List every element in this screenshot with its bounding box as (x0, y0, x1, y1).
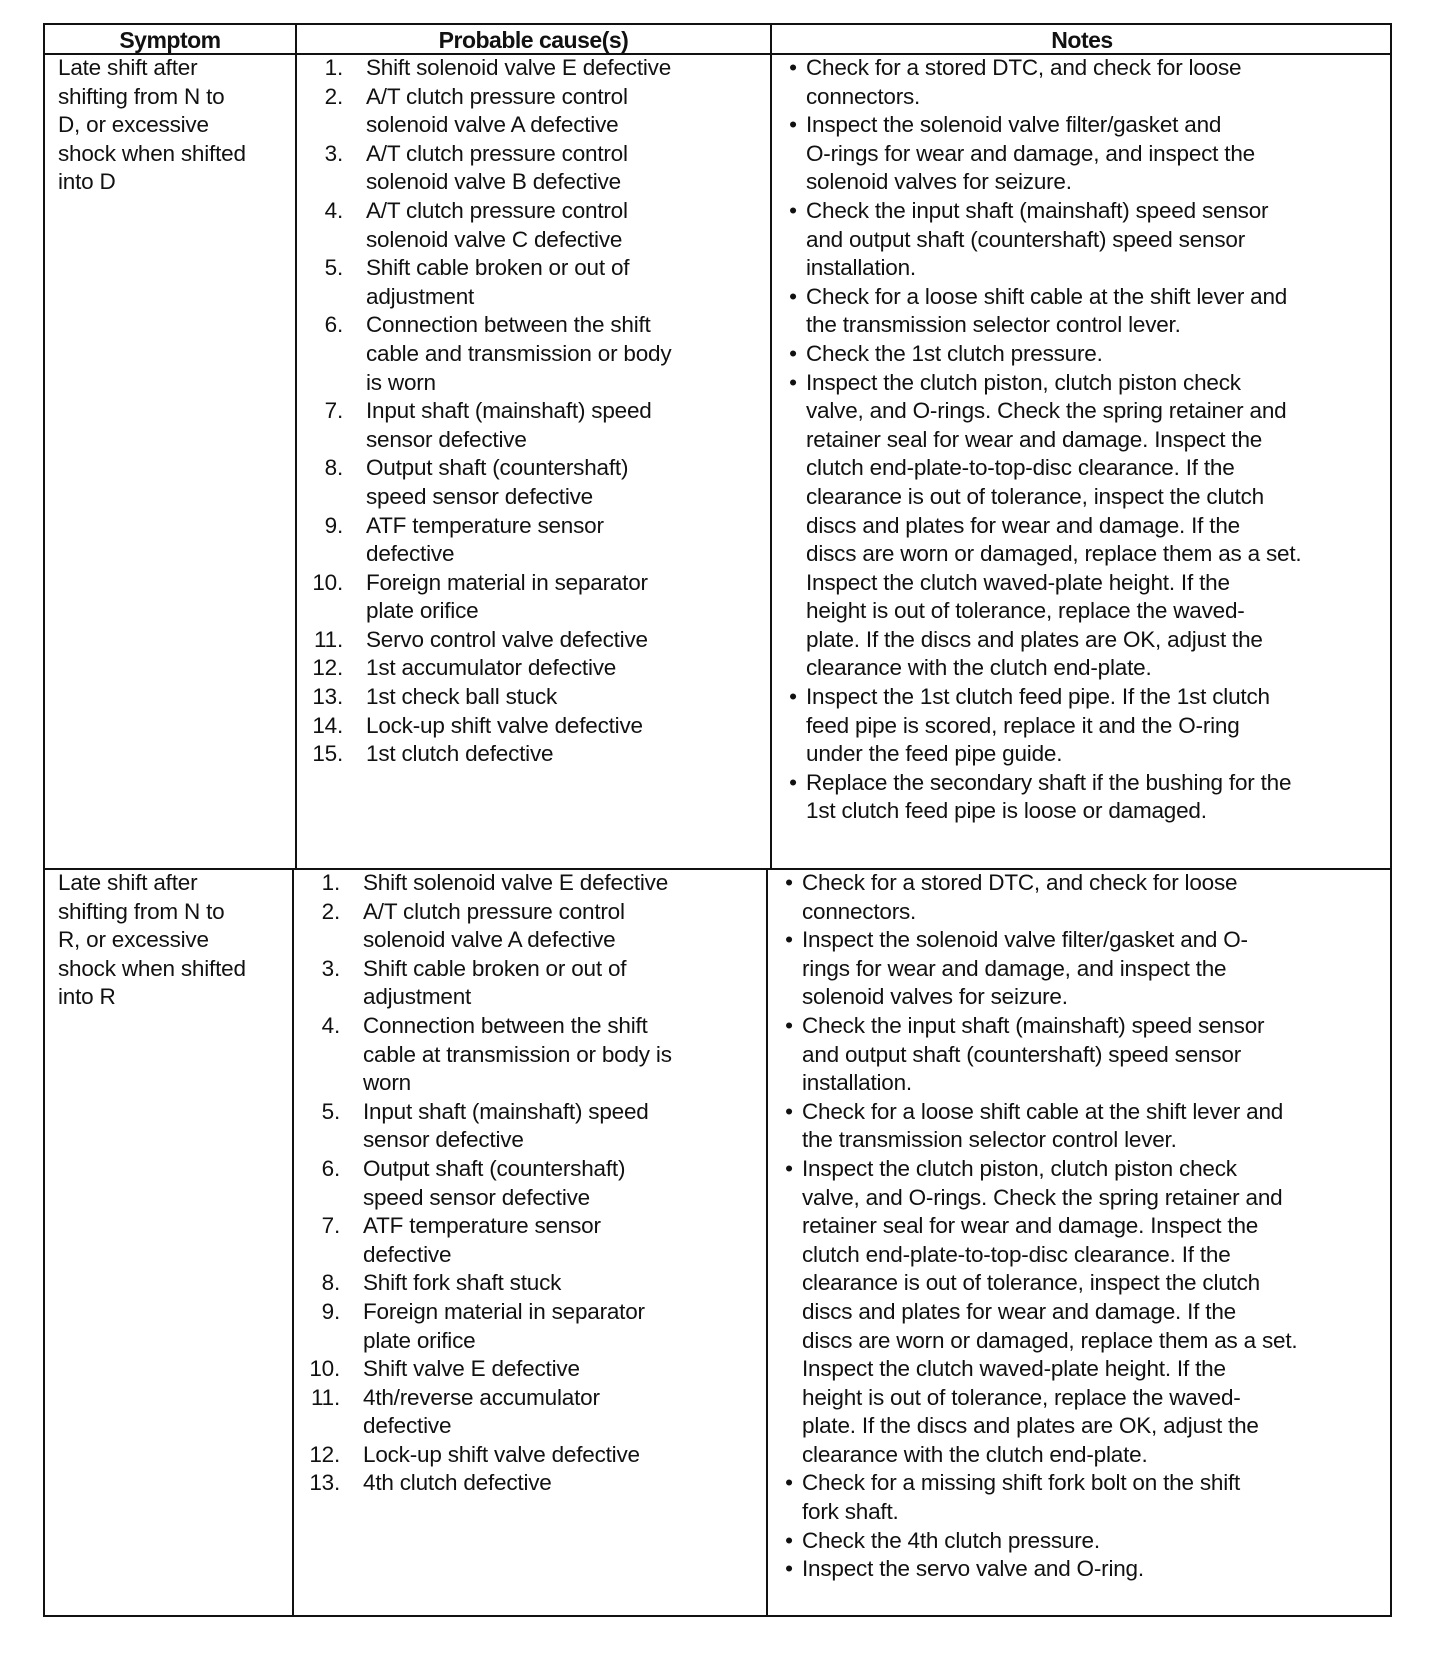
cause-text-line: Foreign material in separator (366, 569, 648, 595)
note-list-item (786, 769, 1396, 826)
column-divider-2-row2 (766, 868, 768, 1615)
bullet-icon: • (785, 1012, 793, 1038)
note-text-line: clearance is out of tolerance, inspect the clutch (806, 483, 1264, 509)
note-text-line: solenoid valves for seizure. (806, 169, 1072, 195)
cause-text-line: ATF temperature sensor (363, 1213, 601, 1239)
note-text-line: Inspect the 1st clutch feed pipe. If the 1st clutch (806, 684, 1270, 710)
cause-list-item (303, 740, 768, 769)
cause-text (363, 1212, 764, 1269)
cause-number: 8. (321, 1270, 340, 1296)
note-text (806, 283, 1396, 340)
note-list-item (786, 283, 1396, 340)
cause-text (366, 397, 768, 454)
cause-number: 9. (324, 512, 343, 538)
column-divider-2 (770, 25, 772, 868)
cause-list-item (303, 569, 768, 626)
row-1-notes (786, 54, 1396, 826)
cause-text-line: defective (366, 541, 455, 567)
note-text-line: Inspect the clutch piston, clutch piston check (806, 369, 1241, 395)
cause-text (363, 1441, 764, 1470)
note-text-line: installation. (806, 255, 916, 281)
cause-text-line: 1st accumulator defective (366, 655, 617, 681)
note-text-line: height is out of tolerance, replace the waved- (806, 598, 1245, 624)
cause-list-item (300, 1355, 764, 1384)
note-text (806, 340, 1396, 369)
symptom-text-line: Late shift after (58, 55, 198, 80)
bullet-icon: • (785, 1155, 793, 1181)
cause-number: 14. (312, 712, 343, 738)
cause-text-line: defective (363, 1413, 452, 1439)
note-text-line: under the feed pipe guide. (806, 741, 1063, 767)
note-text (806, 369, 1396, 684)
note-text-line: discs and plates for wear and damage. If the (806, 512, 1240, 538)
note-text-line: and output shaft (countershaft) speed sensor (806, 226, 1245, 252)
note-text-line: clearance is out of tolerance, inspect the clutch (802, 1270, 1260, 1296)
note-text-line: Check for a loose shift cable at the shift lever and (802, 1098, 1284, 1124)
cause-text (366, 740, 768, 769)
cause-text (366, 83, 768, 140)
note-text-line: Check the 4th clutch pressure. (802, 1527, 1100, 1553)
cause-text-line: A/T clutch pressure control (366, 83, 628, 109)
note-text-line: installation. (802, 1070, 912, 1096)
symptom-text-line: into D (58, 169, 116, 195)
cause-text-line: Shift solenoid valve E defective (366, 55, 672, 80)
note-text-line: height is out of tolerance, replace the waved- (802, 1384, 1241, 1410)
note-text-line: Check for a stored DTC, and check for loose (802, 870, 1238, 895)
note-text-line: 1st clutch feed pipe is loose or damaged. (806, 798, 1207, 824)
bullet-icon: • (785, 1527, 793, 1553)
note-list-item (782, 1012, 1392, 1098)
cause-text-line: Output shaft (countershaft) (366, 455, 629, 481)
cause-number: 3. (321, 955, 340, 981)
note-text (806, 683, 1396, 769)
cause-text (363, 1298, 764, 1355)
bullet-icon: • (789, 769, 797, 795)
note-text-line: feed pipe is scored, replace it and the O-ring (806, 712, 1240, 738)
cause-list-item (300, 1298, 764, 1355)
note-text (802, 869, 1392, 926)
note-text-line: retainer seal for wear and damage. Inspect the (806, 426, 1263, 452)
cause-text (366, 254, 768, 311)
note-text-line: clutch end-plate-to-top-disc clearance. If the (806, 455, 1235, 481)
cause-list-item (300, 1012, 764, 1098)
note-text (802, 1098, 1392, 1155)
cause-list-item (300, 898, 764, 955)
note-list-item (782, 1555, 1392, 1584)
cause-number: 7. (321, 1213, 340, 1239)
symptom-text-line: shock when shifted (58, 140, 246, 166)
cause-text-line: Shift cable broken or out of (363, 955, 627, 981)
note-text-line: Inspect the clutch waved-plate height. If the (802, 1356, 1226, 1382)
cause-text (366, 683, 768, 712)
cause-text (366, 626, 768, 655)
cause-text-line: cable and transmission or body (366, 340, 672, 366)
note-text-line: valve, and O-rings. Check the spring retainer and (802, 1184, 1283, 1210)
cause-number: 4. (321, 1012, 340, 1038)
cause-number: 5. (324, 255, 343, 281)
cause-text-line: Connection between the shift (363, 1012, 648, 1038)
cause-list-item (300, 1441, 764, 1470)
cause-number: 12. (309, 1441, 340, 1467)
note-text-line: Check the input shaft (mainshaft) speed sensor (802, 1012, 1265, 1038)
note-text (806, 197, 1396, 283)
cause-number: 1. (321, 870, 340, 895)
note-text-line: solenoid valves for seizure. (802, 984, 1068, 1010)
cause-text-line: Connection between the shift (366, 312, 651, 338)
cause-text (366, 311, 768, 397)
cause-text-line: Lock-up shift valve defective (366, 712, 643, 738)
bullet-icon: • (789, 283, 797, 309)
note-text-line: clearance with the clutch end-plate. (806, 655, 1152, 681)
cause-text (366, 140, 768, 197)
bullet-icon: • (789, 112, 797, 138)
note-list-item (782, 1155, 1392, 1470)
troubleshooting-table (43, 23, 1392, 1617)
cause-list-item (303, 512, 768, 569)
note-list-item (782, 1469, 1392, 1526)
cause-number: 6. (321, 1155, 340, 1181)
note-text-line: connectors. (806, 83, 921, 109)
cause-number: 13. (309, 1470, 340, 1496)
cause-number: 10. (312, 569, 343, 595)
column-divider-1-row2 (292, 868, 294, 1615)
cause-number: 10. (309, 1356, 340, 1382)
bullet-icon: • (789, 684, 797, 710)
header-symptom: Symptom (119, 27, 221, 53)
cause-number: 1. (324, 55, 343, 80)
cause-text-line: cable at transmission or body is (363, 1041, 672, 1067)
cause-text-line: A/T clutch pressure control (363, 898, 625, 924)
note-list-item (786, 197, 1396, 283)
note-text-line: discs and plates for wear and damage. If the (802, 1298, 1236, 1324)
cause-number: 11. (310, 1384, 340, 1410)
cause-number: 3. (324, 140, 343, 166)
cause-text (363, 898, 764, 955)
note-text-line: discs are worn or damaged, replace them as a set. (806, 541, 1302, 567)
cause-text-line: is worn (366, 369, 436, 395)
cause-text-line: solenoid valve A defective (366, 112, 619, 138)
note-text-line: discs are worn or damaged, replace them as a set. (802, 1327, 1298, 1353)
cause-text-line: Foreign material in separator (363, 1298, 645, 1324)
note-list-item (782, 869, 1392, 926)
cause-text (363, 1355, 764, 1384)
note-list-item (782, 926, 1392, 1012)
note-list-item (782, 1527, 1392, 1556)
row-2-notes (782, 869, 1392, 1584)
bullet-icon: • (789, 197, 797, 223)
row-2-causes (300, 869, 764, 1498)
note-text (806, 111, 1396, 197)
cause-number: 12. (312, 655, 343, 681)
header-notes: Notes (1051, 27, 1113, 53)
cause-text-line: sensor defective (363, 1127, 524, 1153)
cause-text-line: 1st check ball stuck (366, 684, 558, 710)
cause-list-item (300, 1098, 764, 1155)
cause-text-line: solenoid valve C defective (366, 226, 623, 252)
note-text (802, 1155, 1392, 1470)
cause-text (363, 1098, 764, 1155)
cause-number: 15. (312, 741, 343, 767)
cause-number: 9. (321, 1298, 340, 1324)
cause-text-line: Input shaft (mainshaft) speed (366, 398, 652, 424)
note-text-line: Inspect the solenoid valve filter/gasket and (806, 112, 1222, 138)
symptom-text-line: shifting from N to (58, 898, 225, 924)
note-text-line: valve, and O-rings. Check the spring retainer and (806, 398, 1287, 424)
cause-text (366, 512, 768, 569)
cause-text (363, 1012, 764, 1098)
cause-text (363, 955, 764, 1012)
symptom-text-line: into R (58, 984, 116, 1010)
bullet-icon: • (789, 369, 797, 395)
note-text-line: Inspect the solenoid valve filter/gasket and O- (802, 927, 1248, 953)
cause-text-line: Shift valve E defective (363, 1356, 580, 1382)
cause-text-line: Shift fork shaft stuck (363, 1270, 562, 1296)
cause-text-line: solenoid valve A defective (363, 927, 616, 953)
cause-text (366, 197, 768, 254)
note-text-line: fork shaft. (802, 1499, 899, 1525)
cause-list-item (303, 197, 768, 254)
cause-list-item (300, 1212, 764, 1269)
symptom-text-line: R, or excessive (58, 927, 209, 953)
note-text-line: connectors. (802, 898, 917, 924)
note-text-line: Replace the secondary shaft if the bushing for the (806, 769, 1292, 795)
cause-list-item (303, 254, 768, 311)
cause-list-item (303, 54, 768, 83)
cause-text-line: 4th/reverse accumulator (363, 1384, 600, 1410)
note-text (802, 1527, 1392, 1556)
cause-list-item (303, 654, 768, 683)
note-text-line: Check the input shaft (mainshaft) speed sensor (806, 197, 1269, 223)
cause-number: 11. (313, 626, 343, 652)
bullet-icon: • (785, 1556, 793, 1582)
note-text (802, 1012, 1392, 1098)
note-text-line: clearance with the clutch end-plate. (802, 1441, 1148, 1467)
note-text-line: clutch end-plate-to-top-disc clearance. If the (802, 1241, 1231, 1267)
note-text-line: O-rings for wear and damage, and inspect the (806, 140, 1255, 166)
note-list-item (786, 683, 1396, 769)
cause-text-line: Shift solenoid valve E defective (363, 870, 669, 895)
cause-text (363, 869, 764, 898)
cause-text-line: sensor defective (366, 426, 527, 452)
cause-text-line: adjustment (363, 984, 472, 1010)
cause-text (363, 1384, 764, 1441)
note-text-line: retainer seal for wear and damage. Inspect the (802, 1213, 1259, 1239)
cause-text-line: defective (363, 1241, 452, 1267)
cause-number: 2. (321, 898, 340, 924)
column-divider-1 (295, 25, 297, 868)
cause-list-item (303, 397, 768, 454)
cause-text-line: Shift cable broken or out of (366, 255, 630, 281)
cause-list-item (303, 83, 768, 140)
cause-text-line: Servo control valve defective (366, 626, 648, 652)
cause-text-line: plate orifice (366, 598, 479, 624)
cause-text-line: Lock-up shift valve defective (363, 1441, 640, 1467)
cause-list-item (300, 1384, 764, 1441)
cause-list-item (303, 311, 768, 397)
cause-number: 6. (324, 312, 343, 338)
bullet-icon: • (785, 1470, 793, 1496)
cause-list-item (300, 869, 764, 898)
bullet-icon: • (785, 1098, 793, 1124)
cause-text-line: ATF temperature sensor (366, 512, 604, 538)
note-text-line: the transmission selector control lever. (802, 1127, 1177, 1153)
bullet-icon: • (785, 927, 793, 953)
note-text-line: Check for a stored DTC, and check for loose (806, 55, 1242, 80)
row-1-causes (303, 54, 768, 769)
cause-text-line: plate orifice (363, 1327, 476, 1353)
cause-number: 2. (324, 83, 343, 109)
note-text-line: Inspect the servo valve and O-ring. (802, 1556, 1144, 1582)
note-text (806, 769, 1396, 826)
note-text-line: rings for wear and damage, and inspect the (802, 955, 1227, 981)
note-list-item (782, 1098, 1392, 1155)
note-text-line: plate. If the discs and plates are OK, adjust the (802, 1413, 1259, 1439)
symptom-text-line: shifting from N to (58, 83, 225, 109)
cause-text-line: speed sensor defective (363, 1184, 590, 1210)
cause-number: 13. (312, 684, 343, 710)
cause-list-item (303, 683, 768, 712)
cause-text-line: 4th clutch defective (363, 1470, 552, 1496)
note-text (806, 54, 1396, 111)
note-text-line: Check for a missing shift fork bolt on the shift (802, 1470, 1241, 1496)
header-probable-causes: Probable cause(s) (438, 27, 629, 53)
cause-text-line: 1st clutch defective (366, 741, 554, 767)
row-1-symptom (58, 54, 294, 197)
cause-text (366, 54, 768, 83)
note-text (802, 1469, 1392, 1526)
cause-list-item (303, 626, 768, 655)
note-text-line: and output shaft (countershaft) speed sensor (802, 1041, 1241, 1067)
bullet-icon: • (789, 340, 797, 366)
cause-text-line: Input shaft (mainshaft) speed (363, 1098, 649, 1124)
cause-text (366, 712, 768, 741)
bullet-icon: • (789, 55, 797, 80)
cause-text (363, 1269, 764, 1298)
cause-list-item (300, 1155, 764, 1212)
symptom-text-line: shock when shifted (58, 955, 246, 981)
symptom-text-line: Late shift after (58, 870, 198, 895)
note-text (802, 1555, 1392, 1584)
cause-text-line: solenoid valve B defective (366, 169, 621, 195)
note-list-item (786, 369, 1396, 684)
cause-list-item (303, 140, 768, 197)
cause-list-item (300, 1269, 764, 1298)
symptom-text-line: D, or excessive (58, 112, 209, 138)
note-list-item (786, 111, 1396, 197)
cause-number: 4. (324, 197, 343, 223)
bullet-icon: • (785, 870, 793, 895)
cause-text-line: Output shaft (countershaft) (363, 1155, 626, 1181)
cause-number: 8. (324, 455, 343, 481)
note-text-line: Inspect the clutch waved-plate height. If the (806, 569, 1230, 595)
cause-text-line: A/T clutch pressure control (366, 197, 628, 223)
note-list-item (786, 340, 1396, 369)
note-text-line: the transmission selector control lever. (806, 312, 1181, 338)
cause-list-item (300, 955, 764, 1012)
note-text-line: plate. If the discs and plates are OK, adjust the (806, 626, 1263, 652)
note-text-line: Check for a loose shift cable at the shift lever and (806, 283, 1288, 309)
cause-text-line: adjustment (366, 283, 475, 309)
row-2-symptom (58, 869, 290, 1012)
cause-text (366, 569, 768, 626)
note-text (802, 926, 1392, 1012)
cause-number: 5. (321, 1098, 340, 1124)
cause-text (366, 454, 768, 511)
cause-text-line: worn (363, 1070, 411, 1096)
cause-text (366, 654, 768, 683)
note-text-line: Inspect the clutch piston, clutch piston check (802, 1155, 1237, 1181)
cause-text-line: A/T clutch pressure control (366, 140, 628, 166)
cause-text-line: speed sensor defective (366, 483, 593, 509)
note-list-item (786, 54, 1396, 111)
cause-list-item (303, 712, 768, 741)
cause-number: 7. (324, 398, 343, 424)
cause-text (363, 1155, 764, 1212)
cause-list-item (303, 454, 768, 511)
cause-list-item (300, 1469, 764, 1498)
note-text-line: Check the 1st clutch pressure. (806, 340, 1103, 366)
cause-text (363, 1469, 764, 1498)
